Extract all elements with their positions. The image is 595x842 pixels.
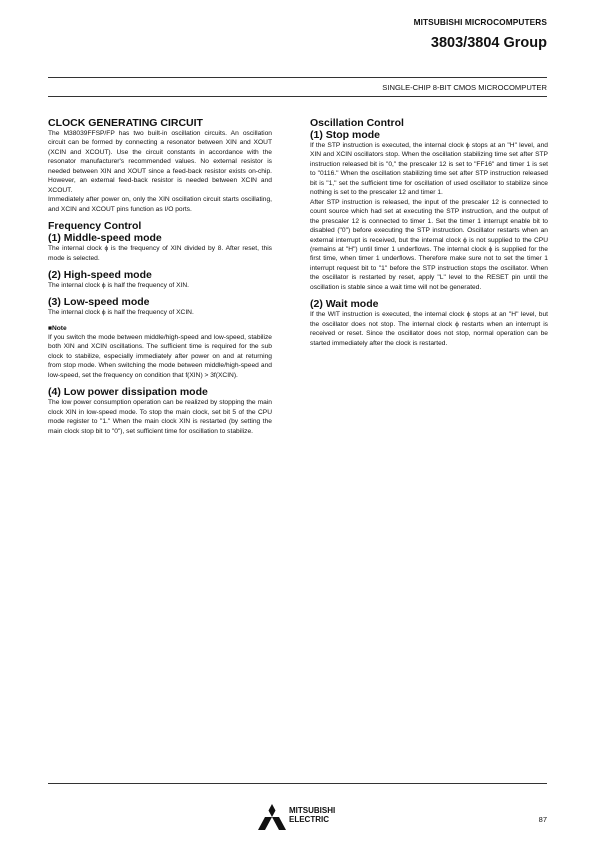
mitsubishi-three-diamonds-icon (257, 804, 287, 830)
subsection-title-wait: (2) Wait mode (310, 298, 379, 311)
note-title: ■Note (48, 324, 67, 332)
low-speed-body: The internal clock ϕ is half the frequency of XCIN. (48, 309, 194, 317)
stop-paragraph-1: If the STP instruction is executed, the internal clock ϕ stops at an "H" level, and XIN and XCIN oscillators stop. When the oscillation stabilizing time set after STP instruction released bit is "0," the prescaler 12 is set to "FF16" and timer 1 is set to "0116." When the oscillation stabilizing time set after STP instruction released bit is "1," set the sufficient time for oscillation of used oscillator to stabilize since nothing is set to the prescaler 12 and timer 1. (310, 142, 548, 197)
note-body: If you switch the mode between middle/high-speed and low-speed, stabilize both XIN and XCIN oscillations. The sufficient time is required for the sub clock to stabilize, especially immediately after power on and at returning from stop mode. When switching the mode between middle/high-speed and low-speed, set the frequency on condition that f(XIN) > 3f(XCIN). (48, 333, 272, 379)
header-subtitle: SINGLE-CHIP 8-BIT CMOS MICROCOMPUTER (382, 83, 547, 92)
subsection-title-low: (3) Low-speed mode (48, 296, 150, 309)
logo-text (289, 806, 335, 824)
subsection-title-middle: (1) Middle-speed mode (48, 232, 162, 245)
page-number: 87 (538, 815, 547, 824)
right-column (310, 117, 548, 348)
header-rule-top (48, 77, 547, 78)
clock-paragraph-1: The M38039FFSP/FP has two built-in oscillation circuits. An oscillation circuit can be formed by connecting a resonator between XIN and XOUT (XCIN and XCOUT). Use the circuit constants in accordance with the resonator manufacturer's recommended values. No external resistor is needed between XIN and XOUT since a feed-back resistor exists on-chip. However, an external feed-back resistor is needed between XCIN and XCOUT. (48, 130, 272, 194)
section-title-clock: CLOCK GENERATING CIRCUIT (48, 117, 203, 129)
section-title-frequency: Frequency Control (48, 220, 142, 233)
header-rule-bottom (48, 96, 547, 97)
logo-text-line-1: MITSUBISHI (289, 806, 336, 815)
left-column (48, 117, 272, 436)
subsection-title-stop: (1) Stop mode (310, 129, 380, 141)
middle-speed-body: The internal clock ϕ is the frequency of XIN divided by 8. After reset, this mode is selected. (48, 245, 272, 262)
footer-rule (48, 783, 547, 784)
clock-paragraph-2: Immediately after power on, only the XIN oscillation circuit starts oscillating, and XCIN and XCOUT pins function as I/O ports. (48, 196, 272, 213)
subsection-title-high: (2) High-speed mode (48, 268, 152, 281)
logo-text-line-2: ELECTRIC (289, 815, 329, 824)
high-speed-body: The internal clock ϕ is half the frequency of XIN. (48, 281, 190, 289)
subsection-title-low-power: (4) Low power dissipation mode (48, 386, 208, 399)
low-power-body: The low power consumption operation can be realized by stopping the main clock XIN in low-speed mode. To stop the main clock, set bit 5 of the CPU mode register to "1." When the main clock XIN is restarted (by setting the main clock stop bit to "0"), set sufficient time for oscillation to stabilize. (48, 399, 272, 435)
header-product-title: 3803/3804 Group (430, 35, 547, 51)
header-company: MITSUBISHI MICROCOMPUTERS (413, 17, 547, 27)
stop-paragraph-2: After STP instruction is released, the input of the prescaler 12 is connected to count source which had set at executing the STP instruction, and the output of the prescaler 12 is connected to timer 1. Set the timer 1 interrupt enable bit to disabled ("0") before executing the STP instruction. Oscillator restarts when an external interrupt is received, but the internal clock ϕ is not supplied to the CPU (remains at "H") until timer 1 underflows. The internal clock ϕ is supplied for the first time, when timer 1 underflows. Therefore make sure not to set the timer 1 interrupt request bit to "1" before the STP instruction stops the oscillator. When the oscillator is restarted by reset, apply "L" level to the RESET pin until the oscillation is stable since a wait time will not be generated. (310, 198, 548, 291)
wait-body: If the WIT instruction is executed, the internal clock ϕ stops at an "H" level, but the oscillator does not stop. The internal clock ϕ restarts when an interrupt is received or reset. Since the oscillator does not stop, normal operation can be started immediately after the clock is restarted. (310, 311, 548, 347)
section-title-oscillation: Oscillation Control (310, 117, 404, 129)
